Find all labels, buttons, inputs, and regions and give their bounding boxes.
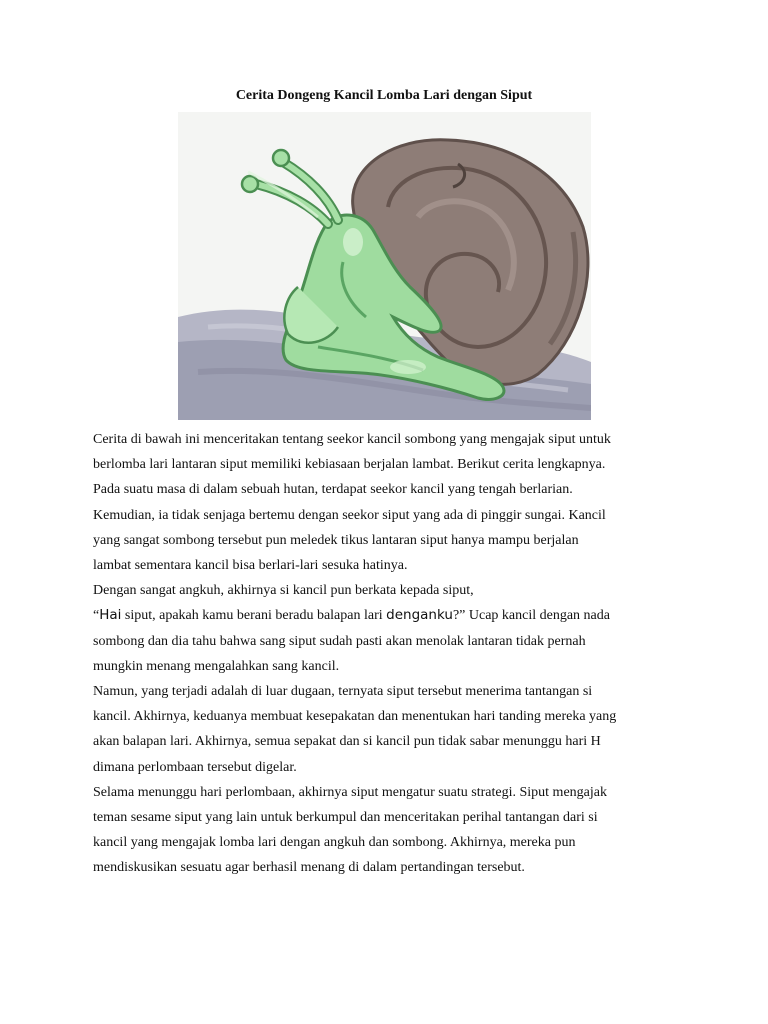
- story-line: Namun, yang terjadi adalah di luar dugaan, ternyata siput tersebut menerima tantangan si: [93, 684, 593, 700]
- story-line: Cerita di bawah ini menceritakan tentang seekor kancil sombong yang mengajak siput untuk: [93, 432, 611, 447]
- story-line: kancil yang mengajak lomba lari dengan angkuh dan sombong. Akhirnya, mereka pun: [93, 835, 576, 851]
- page-title: Cerita Dongeng Kancil Lomba Lari dengan Siput: [235, 88, 533, 103]
- story-line: yang sangat sombong tersebut pun meledek tikus lantaran siput hanya mampu berjalan: [93, 532, 579, 548]
- quote-word-hai: Hai: [99, 607, 122, 624]
- quote-line: [93, 603, 693, 628]
- quote-open: “: [93, 608, 100, 624]
- story-text: [93, 427, 693, 881]
- story-line: lambat sementara kancil bisa berlari-lari sesuka hatinya.: [93, 558, 408, 574]
- story-line: Kemudian, ia tidak senjaga bertemu dengan seekor siput yang ada di pinggir sungai. Kancil: [93, 507, 606, 523]
- story-line: Pada suatu masa di dalam sebuah hutan, terdapat seekor kancil yang tengah berlarian.: [93, 482, 573, 498]
- story-line: teman sesame siput yang lain untuk berkumpul dan menceritakan perihal tantangan dari si: [93, 810, 598, 826]
- story-line: kancil. Akhirnya, keduanya membuat kesepakatan dan menentukan hari tanding mereka yang: [93, 709, 617, 725]
- story-line: mendiskusikan sesuatu agar berhasil menang di dalam pertandingan tersebut.: [93, 860, 525, 876]
- story-line: sombong dan dia tahu bahwa sang siput sudah pasti akan menolak lantaran tidak pernah: [93, 633, 586, 649]
- story-line: dimana perlombaan tersebut digelar.: [93, 759, 297, 775]
- story-line: Dengan sangat angkuh, akhirnya si kancil pun berkata kepada siput,: [93, 583, 474, 599]
- story-line: berlomba lari lantaran siput memiliki kebiasaan berjalan lambat. Berikut cerita lengkapnya.: [93, 457, 606, 473]
- snail-icon: [178, 112, 591, 420]
- quote-word-denganku: denganku: [386, 607, 453, 624]
- story-line: akan balapan lari. Akhirnya, semua sepakat dan si kancil pun tidak sabar menunggu hari H: [93, 734, 601, 750]
- quote-tail: ?” Ucap kancil dengan nada: [452, 608, 610, 624]
- snail-illustration: [178, 112, 591, 420]
- story-line: Selama menunggu hari perlombaan, akhirnya siput mengatur suatu strategi. Siput mengajak: [93, 784, 607, 800]
- story-line: mungkin menang mengalahkan sang kancil.: [93, 658, 340, 674]
- quote-middle: siput, apakah kamu berani beradu balapan lari: [121, 608, 387, 624]
